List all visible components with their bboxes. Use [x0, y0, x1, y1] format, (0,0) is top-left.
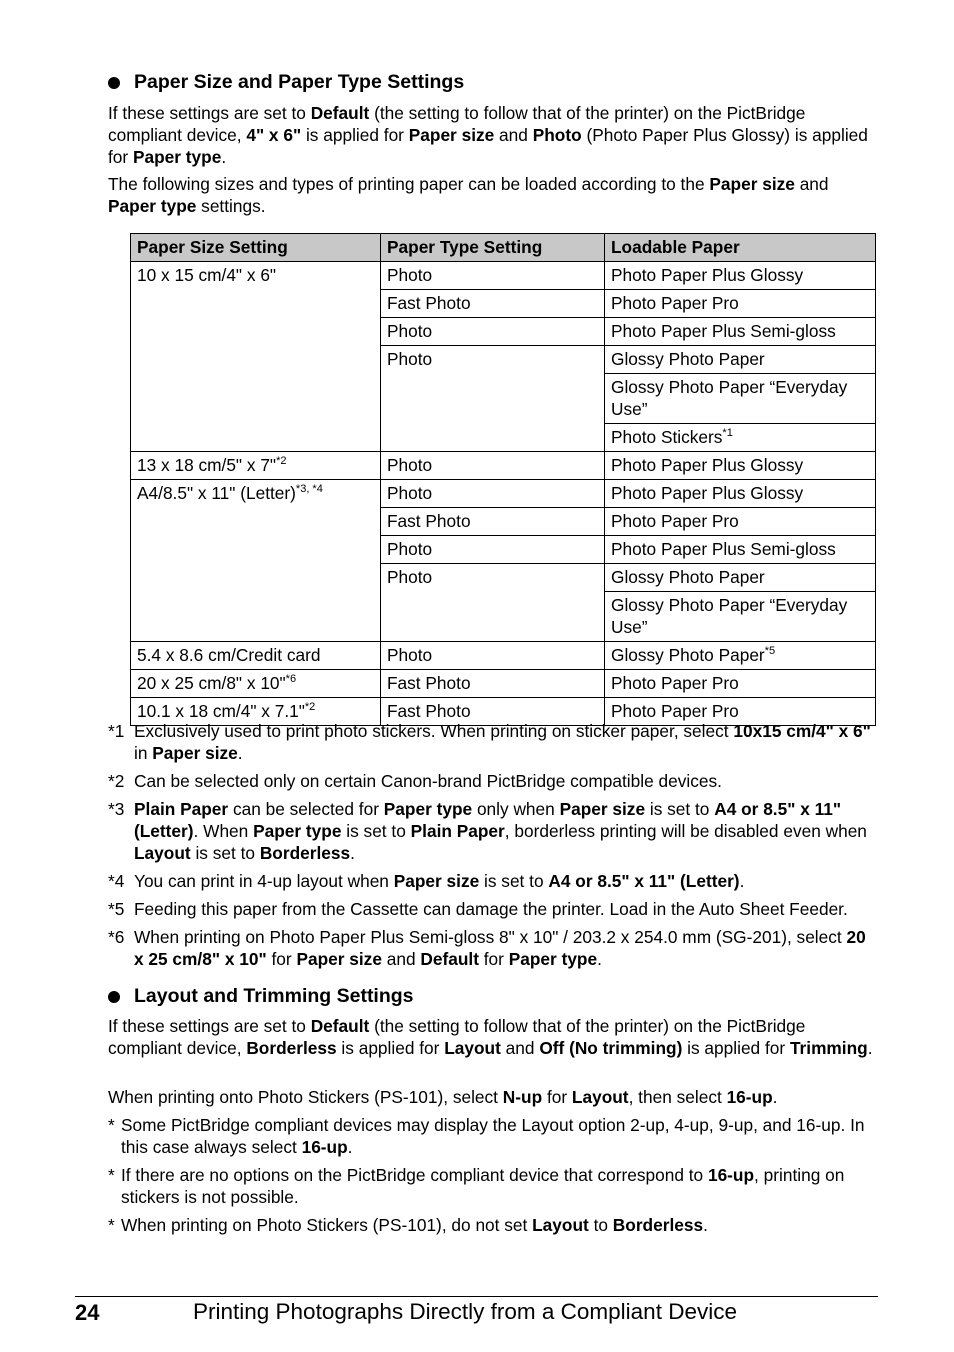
footnote-text: Plain Paper can be selected for Paper type only when Paper size is set to A4 or 8.5" x 11" (Letter). When Paper type is set to Plain Paper, borderless printing will be disabled even when Layout is set to Borderless. — [134, 799, 867, 863]
column-header: Paper Type Setting — [381, 234, 605, 262]
footnote-mark: *3 — [108, 799, 125, 819]
footnote-text: Feeding this paper from the Cassette can damage the printer. Load in the Auto Sheet Feeder. — [134, 899, 848, 919]
type-cell: Photo — [381, 480, 605, 508]
paper-cell: Photo Paper Pro — [605, 508, 876, 536]
paper-cell: Photo Paper Plus Semi-gloss — [605, 536, 876, 564]
footnote-4 — [108, 870, 878, 892]
asterisk-text: Some PictBridge compliant devices may display the Layout option 2-up, 4-up, 9-up, and 16-up. In this case always select 16-up. — [121, 1115, 865, 1157]
footnote-ref: *2 — [276, 455, 287, 467]
type-cell: Photo — [381, 346, 605, 452]
table-header-row — [131, 234, 876, 262]
size-cell: 10 x 15 cm/4" x 6" — [131, 262, 381, 452]
section-heading-layout-trimming — [108, 985, 414, 1008]
paper-cell: Glossy Photo Paper — [605, 564, 876, 592]
paper-cell: Photo Paper Plus Semi-gloss — [605, 318, 876, 346]
type-cell: Photo — [381, 318, 605, 346]
column-header: Paper Size Setting — [131, 234, 381, 262]
asterisk-mark: * — [108, 1165, 115, 1185]
size-cell: A4/8.5" x 11" (Letter)$^{*3, *4}$ — [131, 480, 381, 642]
column-header: Loadable Paper — [605, 234, 876, 262]
asterisk-mark: * — [108, 1115, 115, 1135]
footnote-text: Exclusively used to print photo stickers. When printing on sticker paper, select 10x15 cm/4" x 6" in Paper size. — [134, 721, 871, 763]
footnote-ref: *2 — [304, 701, 316, 713]
footnote-ref: *3, *4 — [295, 483, 323, 495]
table-row — [131, 670, 876, 698]
asterisk-note-2 — [108, 1164, 878, 1208]
size-cell: 10.1 x 18 cm/4" x 7.1"$^{*2}$ — [131, 698, 381, 726]
asterisk-notes — [108, 1114, 878, 1242]
footnote-5 — [108, 898, 878, 920]
footnote-text: When printing on Photo Paper Plus Semi-gloss 8" x 10" / 203.2 x 254.0 mm (SG-201), select 20 x 25 cm/8" x 10" for Paper size and Default for Paper type. — [134, 927, 866, 969]
paper-cell: Photo Paper Pro — [605, 698, 876, 726]
paragraph-stickers-nup: When printing onto Photo Stickers (PS-101), select N-up for Layout, then select 16-up. — [108, 1087, 778, 1107]
paper-cell: Glossy Photo Paper “Everyday Use” — [605, 592, 876, 642]
paper-cell: Glossy Photo Paper$^{*5}$ — [605, 642, 876, 670]
bullet-icon — [108, 77, 120, 89]
footnote-mark: *6 — [108, 927, 125, 947]
size-cell: 5.4 x 8.6 cm/Credit card — [131, 642, 381, 670]
asterisk-mark: * — [108, 1215, 115, 1235]
paper-cell: Photo Paper Pro — [605, 290, 876, 318]
footer-divider — [75, 1296, 878, 1297]
paper-settings-table — [130, 233, 876, 726]
footnote-6 — [108, 926, 878, 970]
footnote-mark: *4 — [108, 871, 125, 891]
type-cell: Photo — [381, 536, 605, 564]
footnote-1 — [108, 720, 878, 764]
footnote-text: You can print in 4-up layout when Paper size is set to A4 or 8.5" x 11" (Letter). — [134, 871, 745, 891]
footnote-3 — [108, 798, 878, 864]
asterisk-note-1 — [108, 1114, 878, 1158]
paragraph-default-paper: If these settings are set to Default (the setting to follow that of the printer) on the PictBridge compliant device, 4" x 6" is applied for Paper size and Photo (Photo Paper Plus Glossy) is applied for Paper type. — [108, 103, 868, 167]
paper-cell: Photo Paper Pro — [605, 670, 876, 698]
heading-text: Layout and Trimming Settings — [134, 985, 414, 1007]
footnote-mark: *2 — [108, 771, 125, 791]
footnote-ref: *5 — [764, 645, 776, 657]
page-number: 24 — [75, 1300, 100, 1325]
paragraph-default-layout: If these settings are set to Default (the setting to follow that of the printer) on the PictBridge compliant device, Borderless is applied for Layout and Off (No trimming) is applied for Trimming. — [108, 1016, 873, 1058]
footnote-mark: *5 — [108, 899, 125, 919]
paper-cell: Photo Paper Plus Glossy — [605, 262, 876, 290]
heading-text: Paper Size and Paper Type Settings — [134, 71, 465, 93]
asterisk-note-3 — [108, 1214, 878, 1236]
size-cell: 13 x 18 cm/5" x 7"$^{*2}$ — [131, 452, 381, 480]
type-cell: Fast Photo — [381, 508, 605, 536]
table-row — [131, 480, 876, 508]
footnote-mark: *1 — [108, 721, 125, 741]
type-cell: Photo — [381, 564, 605, 642]
paper-cell: Glossy Photo Paper “Everyday Use” — [605, 374, 876, 424]
table-row — [131, 642, 876, 670]
type-cell: Fast Photo — [381, 698, 605, 726]
type-cell: Fast Photo — [381, 290, 605, 318]
table-row — [131, 452, 876, 480]
bullet-icon — [108, 991, 120, 1003]
paper-cell: Photo Paper Plus Glossy — [605, 480, 876, 508]
asterisk-text: When printing on Photo Stickers (PS-101), do not set Layout to Borderless. — [121, 1215, 708, 1235]
table-row — [131, 262, 876, 290]
type-cell: Photo — [381, 642, 605, 670]
footnote-2 — [108, 770, 878, 792]
footnote-ref: *6 — [285, 673, 297, 685]
size-cell: 20 x 25 cm/8" x 10"$^{*6}$ — [131, 670, 381, 698]
type-cell: Photo — [381, 262, 605, 290]
paragraph-loadable-intro: The following sizes and types of printing paper can be loaded according to the Paper size and Paper type settings. — [108, 174, 829, 216]
footnote-text: Can be selected only on certain Canon-brand PictBridge compatible devices. — [134, 771, 722, 791]
section-heading-paper-settings — [108, 71, 464, 94]
footnotes — [108, 720, 878, 976]
asterisk-text: If there are no options on the PictBridge compliant device that correspond to 16-up, printing on stickers is not possible. — [121, 1165, 845, 1207]
paper-cell: Glossy Photo Paper — [605, 346, 876, 374]
type-cell: Fast Photo — [381, 670, 605, 698]
paper-cell: Photo Stickers$^{*1}$ — [605, 424, 876, 452]
paper-cell: Photo Paper Plus Glossy — [605, 452, 876, 480]
footnote-ref: *1 — [722, 427, 733, 439]
footer-title: Printing Photographs Directly from a Compliant Device — [193, 1299, 737, 1324]
type-cell: Photo — [381, 452, 605, 480]
